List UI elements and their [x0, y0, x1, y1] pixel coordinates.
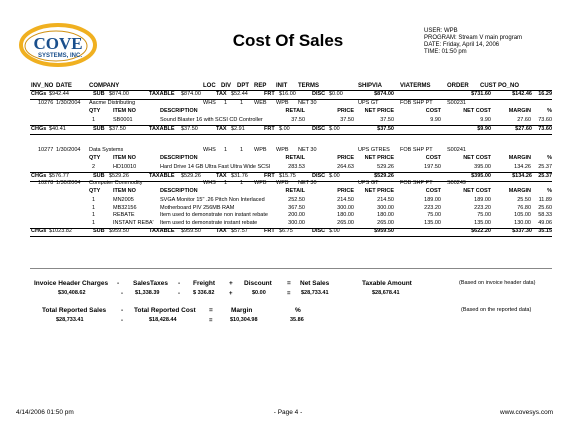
line-margin: 25.50 — [517, 197, 531, 203]
invoice-init: WPB — [276, 147, 289, 153]
label-total-reported-cost: Total Reported Cost — [134, 307, 196, 314]
line-item-no: SB0001 — [113, 117, 133, 123]
sum-pct: 16.29 — [538, 91, 552, 97]
line-retail: 252.50 — [288, 197, 305, 203]
line-header-net-cost: NET COST — [463, 108, 491, 114]
line-header-cost: COST — [425, 188, 441, 194]
op-minus-2: - — [178, 280, 181, 287]
sum-taxable-label: TAXABLE — [149, 91, 175, 97]
invoice-viaterms: FOB SHP PT — [400, 100, 433, 106]
col-shipvia: SHIPVIA — [358, 83, 383, 89]
line-header-description: DESCRIPTION — [160, 108, 198, 114]
footer-timestamp: 4/14/2006 01:50 pm — [16, 409, 74, 416]
line-header-margin: MARGIN — [508, 188, 531, 194]
line-header-pct: % — [547, 188, 552, 194]
op2-minus-1: - — [121, 307, 124, 314]
sum-chgs-value: $942.44 — [49, 91, 69, 97]
line-qty: 1 — [92, 117, 96, 123]
totals-net: $37.50 — [377, 125, 394, 132]
line-qty: 1 — [92, 204, 96, 211]
value-net-sales: $28,733.41 — [301, 290, 329, 296]
line-net-cost: 395.00 — [474, 164, 491, 170]
value-percent: 35.86 — [290, 317, 304, 323]
totals-net: $959.50 — [374, 228, 394, 234]
line-net-price: 265.00 — [377, 219, 394, 226]
totals-frt-value: $6.75 — [279, 228, 293, 234]
line-item-no: HD10010 — [113, 164, 137, 170]
sum-disc-value: $0.00 — [329, 91, 343, 97]
totals-taxable-value: $959.50 — [181, 228, 201, 234]
label-net-sales: Net Sales — [300, 280, 330, 287]
invoice-order: S00231 — [447, 100, 466, 106]
totals-taxable-value: $37.50 — [181, 125, 198, 132]
sum-sub-label: SUB — [93, 91, 105, 97]
totals-cost: $622.20 — [471, 228, 491, 234]
totals-chgs-label: CHGs — [31, 172, 47, 179]
line-retail: 200.00 — [288, 212, 305, 218]
invoice-number: 10277 — [38, 147, 54, 153]
line-header-retail: RETAIL — [285, 108, 305, 114]
line-pct: 11.89 — [538, 197, 552, 203]
invoice-end-divider — [30, 134, 552, 135]
totals-chgs-label: CHGs — [31, 228, 47, 234]
line-pct: 25.60 — [538, 204, 552, 211]
col-date: DATE — [56, 83, 72, 89]
totals-cost: $9.90 — [477, 125, 491, 132]
invoice-div: 1 — [224, 100, 228, 106]
value-invoice-header-charges: $30,408.62 — [58, 290, 86, 296]
op2-equals-2: = — [209, 318, 213, 324]
line-pct: 25.37 — [538, 164, 552, 170]
invoice-company: Computer Commodity — [89, 180, 143, 186]
totals-taxable-label: TAXABLE — [149, 228, 175, 234]
line-header-retail: RETAIL — [285, 188, 305, 194]
line-header-item-no: ITEM NO — [113, 155, 136, 161]
line-qty: 2 — [92, 164, 96, 170]
grand-summary-top-line — [30, 268, 552, 269]
invoice-dpt: 1 — [240, 147, 244, 153]
report-date: DATE: Friday, April 14, 2006 — [424, 42, 500, 48]
sum-net: $874.00 — [374, 91, 394, 97]
col-dpt: DPT — [237, 83, 249, 89]
invoice-rep: WEB — [254, 100, 267, 106]
totals-tax-value: $31.76 — [231, 172, 248, 179]
line-pct: 73.60 — [538, 117, 552, 123]
invoice-company: Data Systems — [89, 147, 124, 153]
line-cost: 75.00 — [427, 212, 441, 218]
sum-tax-label: TAX — [216, 91, 227, 97]
sum-cost: $731.60 — [471, 91, 491, 97]
sum-tax-value: $52.44 — [231, 91, 248, 97]
sum-sub-value: $874.00 — [109, 91, 129, 97]
totals-cost: $395.00 — [471, 172, 491, 179]
totals-sub-value: $959.50 — [109, 228, 129, 234]
line-header-margin: MARGIN — [508, 155, 531, 161]
note-reported-data: (Based on the reported data) — [461, 307, 532, 313]
invoice-number: 10276 — [38, 100, 54, 106]
invoice-terms: NET 30 — [298, 100, 317, 106]
col-order: ORDER — [447, 83, 469, 89]
line-header-pct: % — [547, 108, 552, 114]
label-sales-taxes: SalesTaxes — [133, 280, 168, 287]
line-retail: 283.53 — [288, 164, 305, 170]
invoice-date: 1/30/2004 — [56, 180, 81, 186]
col-company: COMPANY — [89, 83, 120, 89]
totals-sub-label: SUB — [93, 172, 105, 179]
value-sales-taxes: $1,338.39 — [135, 290, 160, 296]
invoice-shipvia: UPS GT — [358, 180, 379, 186]
line-margin: 130.00 — [514, 219, 531, 226]
col-inv-no: INV_NO — [31, 83, 54, 89]
invoice-dpt: 1 — [240, 100, 244, 106]
line-net-price: 300.00 — [377, 204, 394, 211]
invoice-loc: WHS — [203, 100, 216, 106]
col-init: INIT — [276, 83, 288, 89]
invoice-shipvia: UPS GTRES — [358, 147, 390, 153]
invoice-viaterms: FOB SHP PT — [400, 147, 433, 153]
line-net-price: 529.26 — [377, 164, 394, 170]
line-header-net-cost: NET COST — [463, 155, 491, 161]
invoice-order: S00241 — [447, 147, 466, 153]
totals-pct: 73.60 — [538, 125, 552, 132]
totals-chgs-value: $1023.82 — [49, 228, 72, 234]
invoice-number: 10278 — [38, 180, 54, 186]
line-qty: 1 — [92, 197, 96, 203]
footer-page-number: - Page 4 - — [273, 409, 303, 416]
line-pct: 58.33 — [538, 212, 552, 218]
line-margin: 105.00 — [514, 212, 531, 218]
line-retail: 300.00 — [288, 219, 305, 226]
invoice-init: WPB — [276, 180, 289, 186]
report-user: USER: WPB — [424, 28, 458, 34]
report-time: TIME: 01:50 pm — [424, 49, 467, 55]
op-minus-4: - — [178, 291, 180, 297]
sum-margin: $142.46 — [512, 91, 532, 97]
invoice-rep: WPB — [254, 180, 267, 186]
line-qty: 1 — [92, 219, 96, 226]
totals-margin: $337.30 — [512, 228, 532, 234]
totals-frt-label: FRT — [264, 172, 275, 179]
totals-frt-value: $.00 — [279, 125, 290, 132]
totals-tax-label: TAX — [216, 125, 227, 132]
op-minus-3: - — [121, 291, 123, 297]
invoice-rep: WPB — [254, 147, 267, 153]
line-cost: 9.90 — [430, 117, 441, 123]
line-net-price: 37.50 — [380, 117, 394, 123]
invoice-date: 1/30/2004 — [56, 147, 81, 153]
invoice-terms: NET 30 — [298, 180, 317, 186]
line-retail: 367.50 — [288, 204, 305, 211]
note-invoice-header: (Based on invoice header data) — [459, 280, 536, 286]
line-margin: 76.80 — [517, 204, 531, 211]
invoice-terms: NET 30 — [298, 147, 317, 153]
label-freight: Freight — [193, 280, 216, 287]
line-retail: 37.50 — [291, 117, 305, 123]
invoice-init: WPB — [276, 100, 289, 106]
line-cost: 135.00 — [424, 219, 441, 226]
value-total-reported-sales: $28,733.41 — [56, 317, 84, 323]
col-loc: LOC — [203, 83, 216, 89]
line-header-qty: QTY — [89, 155, 101, 161]
line-header-description: DESCRIPTION — [160, 188, 198, 194]
totals-sub-label: SUB — [93, 125, 105, 132]
totals-disc-label: DISC — [312, 228, 326, 234]
line-net-cost: 9.90 — [480, 117, 491, 123]
label-discount: Discount — [244, 280, 272, 287]
report-meta — [424, 28, 522, 56]
label-percent: % — [295, 307, 301, 314]
line-header-net-price: NET PRICE — [364, 108, 394, 114]
op-plus-1: + — [229, 280, 233, 287]
totals-tax-label: TAX — [216, 172, 227, 179]
line-qty: 1 — [92, 212, 96, 218]
logo-line2: SYSTEMS, INC. — [37, 53, 83, 59]
invoice-div: 1 — [224, 180, 228, 186]
line-cost: 197.50 — [424, 164, 441, 170]
invoice-shipvia: UPS GT — [358, 100, 379, 106]
label-total-reported-sales: Total Reported Sales — [42, 307, 107, 314]
op-plus-2: + — [229, 291, 233, 297]
line-price: 180.00 — [337, 212, 354, 218]
line-header-price: PRICE — [337, 108, 354, 114]
line-header-net-cost: NET COST — [463, 188, 491, 194]
op-minus-1: - — [117, 280, 120, 287]
line-header-net-price: NET PRICE — [364, 155, 394, 161]
line-header-qty: QTY — [89, 108, 101, 114]
line-description: Item used to demonstrate non instant rebate — [160, 212, 268, 218]
sum-chgs-label: CHGs — [31, 91, 47, 97]
label-margin: Margin — [231, 307, 253, 314]
totals-sub-value: $529.26 — [109, 172, 129, 179]
line-header-price: PRICE — [337, 188, 354, 194]
totals-tax-value: $2.91 — [231, 125, 245, 132]
line-net-cost: 75.00 — [477, 212, 491, 218]
line-header-item-no: ITEM NO — [113, 188, 136, 194]
totals-sub-value: $37.50 — [109, 125, 126, 132]
line-description: Motherboard PIV 256MB RAM — [160, 204, 235, 211]
line-description: SVGA Monitor 15" .26 Pitch Non Interlaced — [160, 197, 265, 203]
invoice-div: 1 — [224, 147, 228, 153]
op-equals-2: = — [287, 291, 291, 297]
col-viaterms: VIATERMS — [400, 83, 431, 89]
totals-taxable-value: $529.26 — [181, 172, 201, 179]
line-net-cost: 223.20 — [474, 204, 491, 211]
line-header-cost: COST — [425, 155, 441, 161]
op2-equals-1: = — [209, 307, 213, 314]
totals-disc-value: $.00 — [329, 125, 340, 132]
value-taxable-amount: $28,678.41 — [372, 290, 400, 296]
totals-margin: $27.60 — [515, 125, 532, 132]
line-header-retail: RETAIL — [285, 155, 305, 161]
line-pct: 49.06 — [538, 219, 552, 226]
line-price: 264.63 — [337, 164, 354, 170]
line-net-cost: 135.00 — [474, 219, 491, 226]
invoice-dpt: 1 — [240, 180, 244, 186]
line-header-item-no: ITEM NO — [113, 108, 136, 114]
line-header-price: PRICE — [337, 155, 354, 161]
line-description: Item used to demonstrate instant rebate — [160, 219, 258, 226]
sum-frt-value: $16.00 — [279, 91, 296, 97]
line-net-price: 180.00 — [377, 212, 394, 218]
col-rep: REP — [254, 83, 267, 89]
totals-disc-label: DISC — [312, 125, 326, 132]
totals-net: $529.26 — [374, 172, 394, 179]
sum-taxable-value: $874.00 — [181, 91, 201, 97]
col-cust-po: CUST PO_NO — [480, 83, 520, 89]
sum-disc-label: DISC — [312, 91, 326, 97]
line-item-no: MB32156 — [113, 204, 137, 211]
line-cost: 223.20 — [424, 204, 441, 211]
footer-website: www.covesys.com — [500, 409, 554, 416]
totals-tax-value: $57.57 — [231, 228, 248, 234]
report-program: PROGRAM: Stream V main program — [424, 35, 523, 41]
totals-disc-value: $.00 — [329, 228, 340, 234]
sum-frt-label: FRT — [264, 91, 275, 97]
col-terms: TERMS — [298, 83, 319, 89]
value-freight: $ 336.82 — [193, 290, 215, 296]
invoice-date: 1/30/2004 — [56, 100, 81, 106]
totals-disc-value: $.00 — [329, 172, 340, 179]
line-header-description: DESCRIPTION — [160, 155, 198, 161]
totals-margin: $134.26 — [512, 172, 532, 179]
line-item-no: REBATE — [113, 212, 135, 218]
line-description: Hard Drive 14 GB Ultra Fast Ultra Wide SCSI — [160, 164, 271, 170]
page-title: Cost Of Sales — [232, 31, 344, 50]
totals-sub-label: SUB — [93, 228, 105, 234]
label-taxable-amount: Taxable Amount — [362, 280, 412, 287]
totals-tax-label: TAX — [216, 228, 227, 234]
totals-chgs-label: CHGs — [31, 125, 47, 132]
totals-frt-label: FRT — [264, 228, 275, 234]
line-header-margin: MARGIN — [508, 108, 531, 114]
line-header-pct: % — [547, 155, 552, 161]
label-invoice-header-charges: Invoice Header Charges — [34, 280, 109, 287]
line-price: 300.00 — [337, 204, 354, 211]
line-margin: 27.60 — [517, 117, 531, 123]
totals-pct: 35.15 — [538, 228, 552, 234]
totals-frt-value: $15.75 — [279, 172, 296, 179]
line-item-no: MN2005 — [113, 197, 134, 203]
line-description: Sound Blaster 16 with SCSI CD Controller — [160, 117, 263, 123]
line-price: 37.50 — [340, 117, 354, 123]
line-item-no: INSTANT REBA' — [113, 219, 154, 226]
op-equals-1: = — [287, 280, 291, 287]
totals-taxable-label: TAXABLE — [149, 172, 175, 179]
line-net-price: 214.50 — [377, 197, 394, 203]
totals-pct: 25.37 — [538, 172, 552, 179]
value-discount: $0.00 — [252, 290, 266, 296]
col-div: DIV — [221, 83, 232, 89]
value-total-reported-cost: $18,428.44 — [149, 317, 177, 323]
line-header-net-price: NET PRICE — [364, 188, 394, 194]
logo-line1: COVE — [33, 34, 83, 53]
line-price: 265.00 — [337, 219, 354, 226]
totals-chgs-value: $40.41 — [49, 125, 66, 132]
totals-chgs-value: $576.77 — [49, 172, 69, 179]
invoice-viaterms: FOB SHP PT — [400, 180, 433, 186]
invoice-order: S00249 — [447, 180, 466, 186]
line-header-cost: COST — [425, 108, 441, 114]
line-header-qty: QTY — [89, 188, 101, 194]
invoice-loc: WHS — [203, 147, 216, 153]
invoice-loc: WHS — [203, 180, 216, 186]
totals-taxable-label: TAXABLE — [149, 125, 175, 132]
totals-disc-label: DISC — [312, 172, 326, 179]
line-cost: 189.00 — [424, 197, 441, 203]
op2-minus-2: - — [121, 318, 123, 324]
invoice-end-divider — [30, 236, 552, 237]
line-price: 214.50 — [337, 197, 354, 203]
invoice-company: Aacme Distributing — [89, 100, 136, 106]
value-margin: $10,304.98 — [230, 317, 258, 323]
line-net-cost: 189.00 — [474, 197, 491, 203]
line-margin: 134.26 — [514, 164, 531, 170]
totals-frt-label: FRT — [264, 125, 275, 132]
